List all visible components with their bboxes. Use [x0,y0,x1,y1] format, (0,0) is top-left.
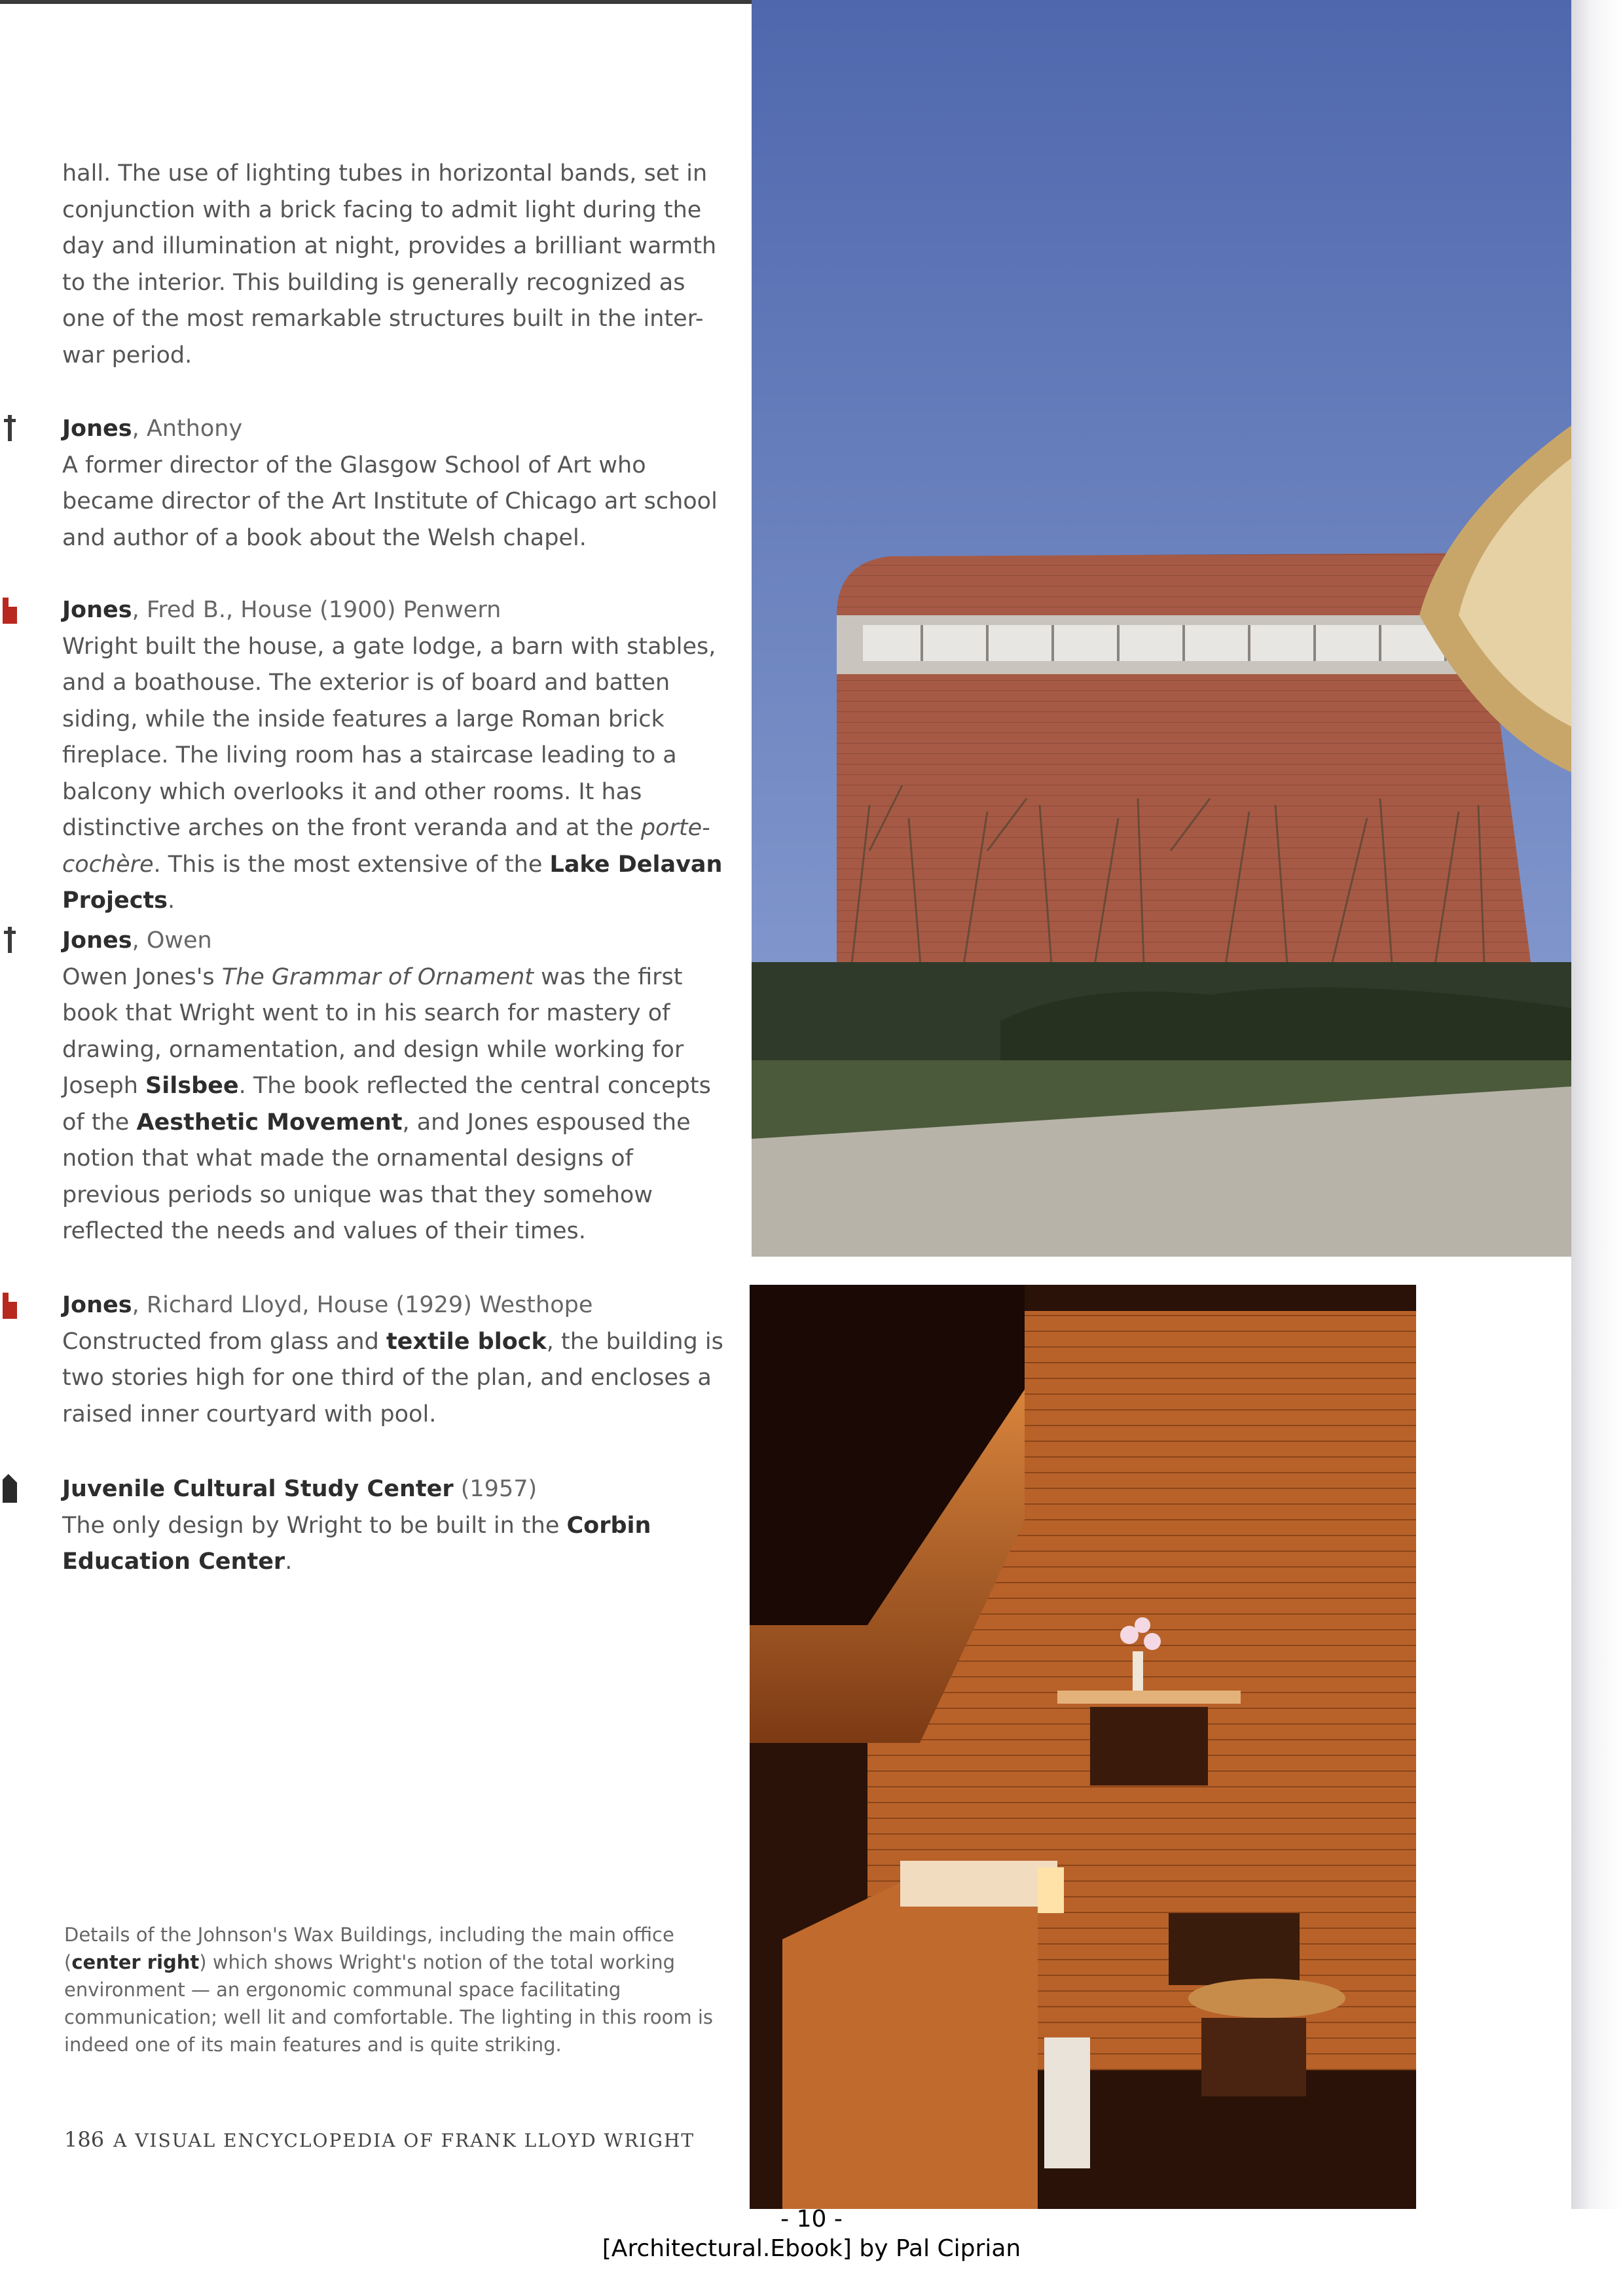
cross-reference: Aesthetic Movement [136,1109,403,1136]
entry-name: Juvenile Cultural Study Center [62,1476,454,1502]
entry-name: Jones [62,927,132,954]
cross-reference: textile block [386,1328,547,1355]
body-text: Owen Jones's [62,963,222,990]
house-marker-icon [3,1293,17,1319]
ebook-credit: [Architectural.Ebook] by Pal Ciprian [602,2235,1021,2262]
entry-name: Jones [62,416,132,442]
entry-subtitle: (1957) [453,1476,538,1502]
entry-body [62,448,723,557]
exterior-photo [752,0,1571,1257]
body-text: . [285,1549,293,1575]
photo-caption [64,1921,725,2058]
page-marker: - 10 - [780,2206,843,2233]
entry-body [62,629,723,920]
entry-body [62,1508,723,1581]
building-marker-icon [3,1474,17,1503]
entry-subtitle: , Fred B., House (1900) Penwern [132,597,501,623]
page-edge [1571,0,1623,2209]
entry-jones-anthony [62,411,723,556]
page-number: 186 [64,2127,105,2152]
entry-body [62,1324,723,1433]
body-text: Constructed from glass and [62,1328,386,1355]
body-text: . [168,888,175,914]
entry-jones-richard-house [62,1287,723,1433]
cross-reference: Silsbee [145,1073,239,1099]
cross-reference: Lake Delavan Projects [62,851,723,914]
entry-juvenile-center [62,1471,723,1581]
body-text: ) which shows Wright's notion of the total working environment — an ergonomic communal space facilitating communication; well lit and comfortable. The lighting in this room is indeed one of its main features and is quite striking. [64,1951,714,2056]
entry-jones-owen [62,923,723,1250]
person-marker-icon [3,927,17,953]
cross-reference: center right [71,1951,200,1973]
entry-subtitle: , Owen [132,927,212,954]
body-text: was the first book that Wright went to in his search for mastery of drawing, ornamentation, and design while working for Joseph [62,963,684,1099]
intro-paragraph: hall. The use of lighting tubes in horizontal bands, set in conjunction with a brick facing to admit light during the day and illumination at night, provides a brilliant warmth to the interior. This building is generally recognized as one of the most remarkable structures built in the inter-war period. [62,160,717,368]
body-text: . The book reflected the central concepts of the [62,1073,711,1136]
entry-jones-fred-house [62,592,723,920]
body-text: Wright built the house, a gate lodge, a barn with stables, and a boathouse. The exterior is of board and batten siding, while the inside features a large Roman brick fireplace. The living room has a staircase leading to a balcony which overlooks it and other rooms. It has distinctive arches on the front veranda and at the [62,633,716,841]
italic-term: The Grammar of Ornament [221,963,534,990]
book-title: A VISUAL ENCYCLOPEDIA OF FRANK LLOYD WRIGHT [113,2130,695,2151]
italic-term: porte-cochère [62,815,710,878]
house-marker-icon [3,598,17,624]
entry-name: Jones [62,1292,132,1318]
top-rule [0,0,753,4]
body-text: . This is the most extensive of the [153,851,550,878]
entry-body [62,960,723,1250]
entry-subtitle: , Anthony [132,416,243,442]
body-text: A former director of the Glasgow School of Art who became director of the Art Institute of Chicago art school and author of a book about the Welsh chapel. [62,452,718,551]
interior-photo [750,1285,1416,2209]
entry-name: Jones [62,597,132,623]
book-footer [64,2127,695,2152]
body-text: , and Jones espoused the notion that what made the ornamental designs of previous periods so unique was that they somehow reflected the needs and values of their times. [62,1109,691,1244]
body-text: , the building is two stories high for one third of the plan, and encloses a raised inner courtyard with pool. [62,1328,723,1427]
entry-subtitle: , Richard Lloyd, House (1929) Westhope [132,1292,593,1318]
body-text: The only design by Wright to be built in the [62,1512,567,1539]
cross-reference: Corbin Education Center [62,1512,651,1575]
intro-block [62,156,723,374]
person-marker-icon [3,415,17,441]
body-text: Details of the Johnson's Wax Buildings, including the main office ( [64,1924,674,1973]
